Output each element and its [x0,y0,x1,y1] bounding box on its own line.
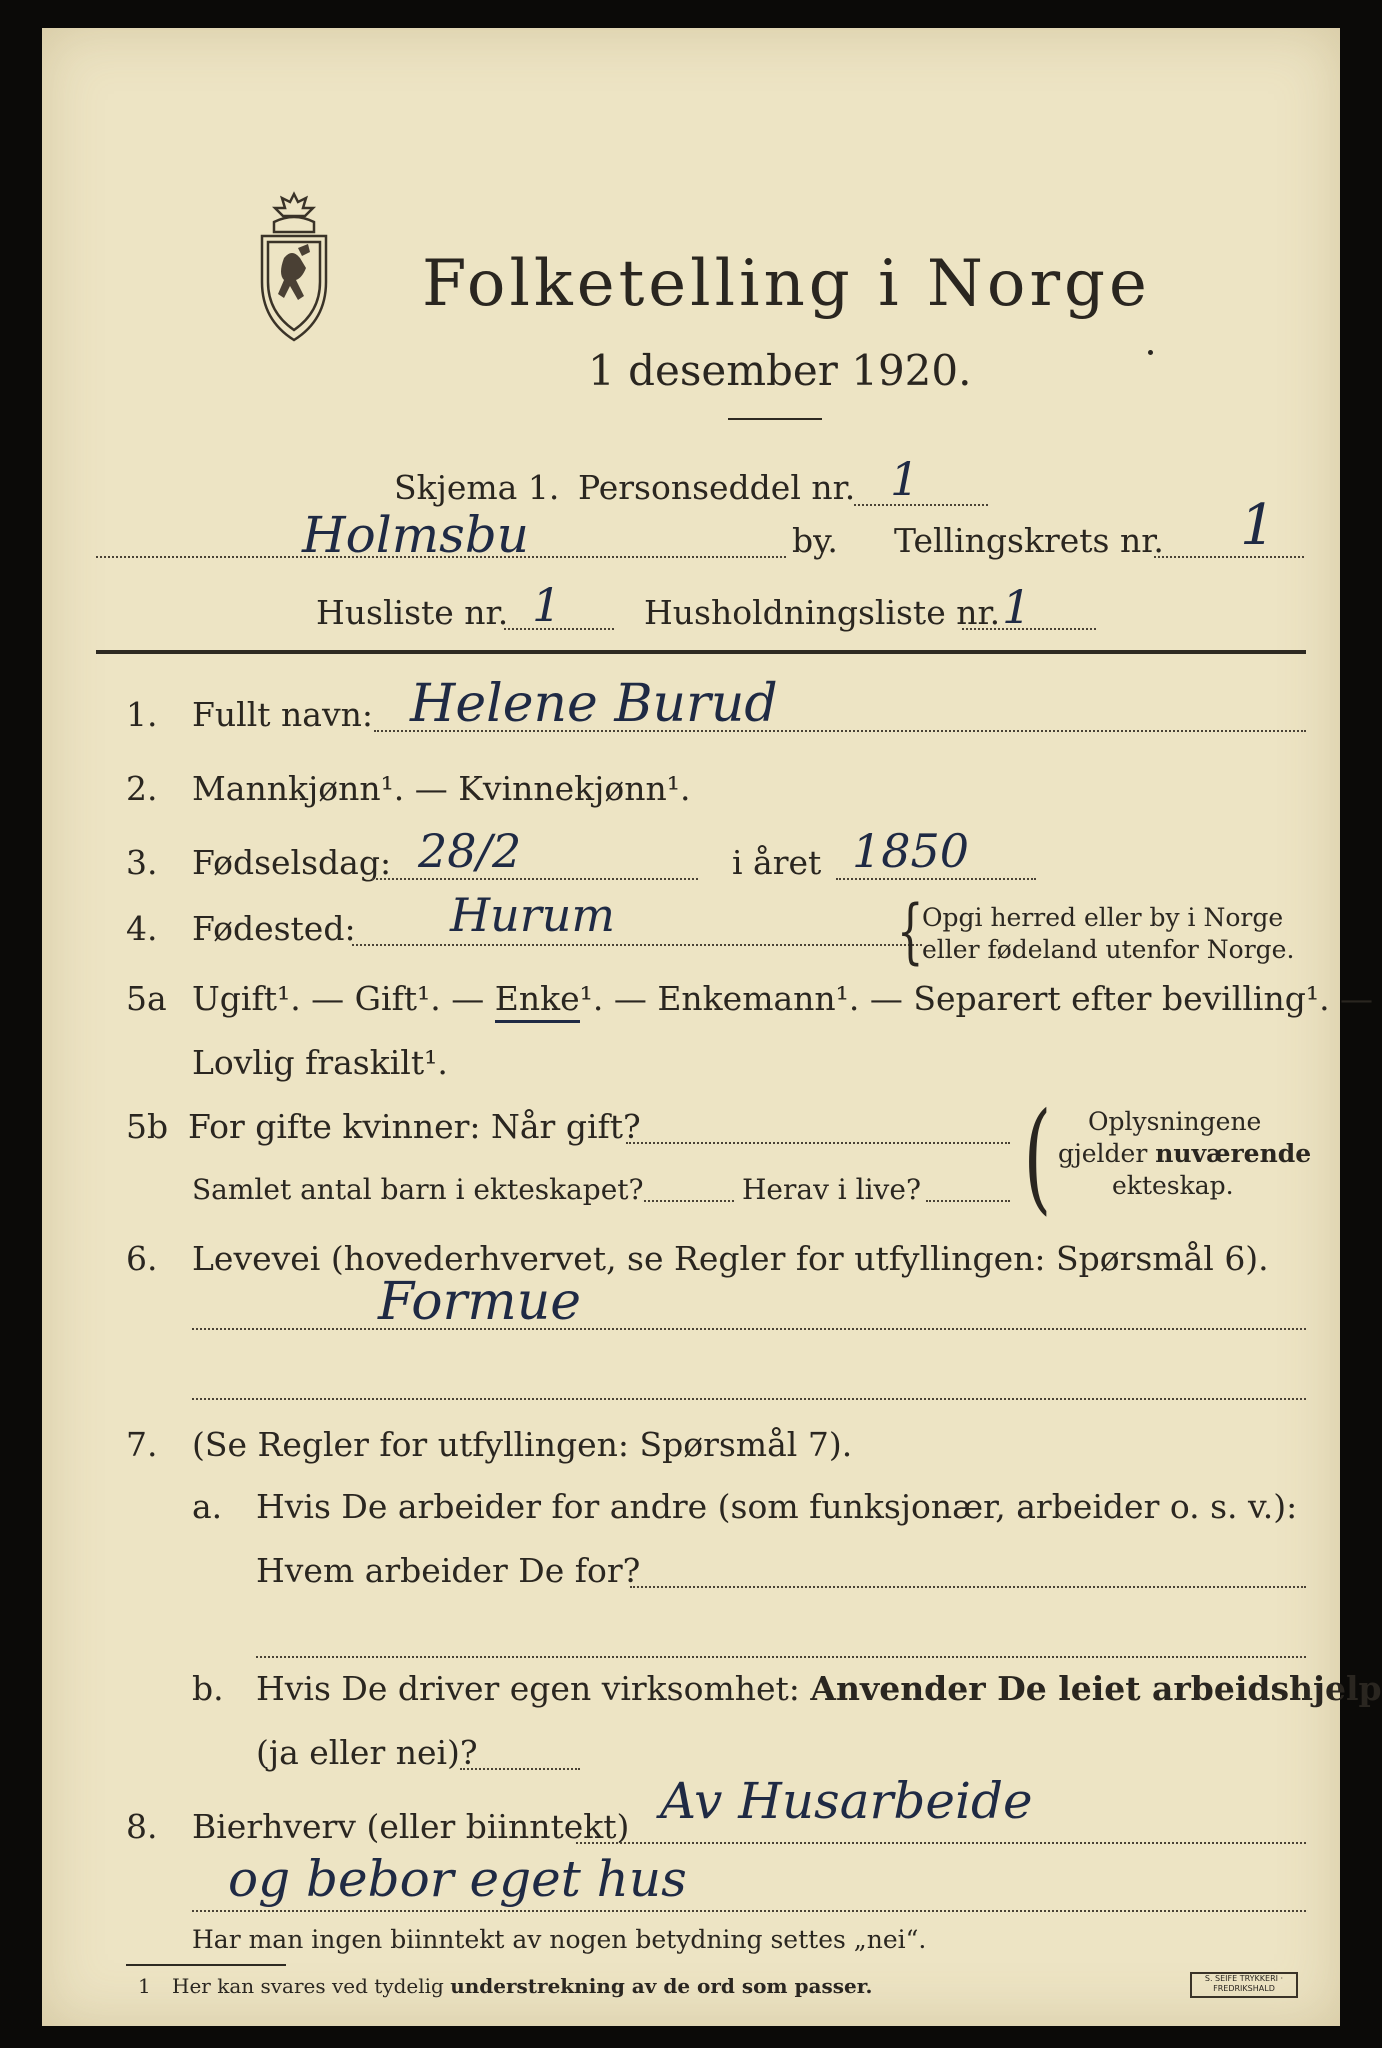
q2-number: 2. [126,769,158,808]
personseddel-line [854,504,988,506]
when-married-line [626,1142,1010,1144]
year-label: i året [732,843,822,882]
hired-help-label: (ja eller nei)? [256,1733,478,1772]
q8-number: 8. [126,1807,158,1846]
husholdning-label: Husholdningsliste nr. [644,593,1001,632]
occupation-line1 [192,1328,1306,1330]
census-date: 1 desember 1920. [588,346,972,395]
skjema-label: Skjema 1. [394,468,560,507]
husliste-value[interactable]: 1 [532,578,562,632]
q3-number: 3. [126,843,158,882]
footnote-divider [126,1964,286,1966]
q5b-note-line1: Oplysningene [1088,1107,1262,1136]
side-income-line1 [576,1842,1306,1844]
ink-dot [1148,350,1153,355]
marital-status-line1: Ugift¹. — Gift¹. — Enke¹. — Enkemann¹. — Separert efter bevilling¹. — [192,982,1373,1015]
printer-stamp: S. SEIFE TRYKKERI · FREDRIKSHALD [1190,1972,1298,1998]
employer-line2 [256,1656,1306,1658]
q5b-note-line2: gjelder nuværende [1058,1139,1312,1168]
year-line [836,878,1036,880]
q4-number: 4. [126,909,158,948]
personseddel-label: Personseddel nr. [578,468,856,507]
side-income-line2 [192,1910,1306,1912]
children-count-label: Samlet antal barn i ekteskapet? [192,1173,644,1206]
q5b-number: 5b [126,1107,169,1146]
q5a-number: 5a [126,979,167,1018]
enke-option[interactable]: Enke [495,979,580,1023]
side-income-note: Har man ingen biinntekt av nogen betydning settes „nei“. [192,1925,927,1954]
footnote-text: Her kan svares ved tydelig understrekning av de ord som passer. [172,1974,873,1998]
birthplace-line [352,944,922,946]
birth-year-value[interactable]: 1850 [852,824,970,878]
q7b-label: Hvis De driver egen virksomhet: Anvender De leiet arbeidshjelp [256,1669,1382,1708]
q1-number: 1. [126,695,158,734]
children-alive-line [926,1200,1010,1202]
header-divider [96,650,1306,654]
q5b-brace: ( [1023,1088,1052,1227]
side-income-value1[interactable]: Av Husarbeide [660,1772,1033,1830]
birthday-value[interactable]: 28/2 [418,824,522,878]
occupation-line2 [192,1398,1306,1400]
side-income-label: Bierhverv (eller biinntekt) [192,1807,630,1846]
full-name-value[interactable]: Helene Burud [410,674,778,734]
q3-label: Fødselsdag: [192,843,392,882]
employer-label: Hvem arbeider De for? [256,1551,641,1590]
personseddel-value[interactable]: 1 [890,452,920,506]
marital-status-line2: Lovlig fraskilt¹. [192,1043,448,1082]
husliste-label: Husliste nr. [316,593,509,632]
title-divider [728,418,822,420]
q5b-note-line3: ekteskap. [1112,1171,1234,1200]
q7-number: 7. [126,1425,158,1464]
q4-brace: { [896,890,924,972]
side-income-value2[interactable]: og bebor eget hus [228,1850,687,1908]
hired-help-line [460,1768,580,1770]
town-value[interactable]: Holmsbu [302,506,529,564]
footnote-mark: 1 [138,1974,151,1998]
census-form [42,28,1382,2026]
birthplace-value[interactable]: Hurum [450,888,615,942]
by-label: by. [792,521,838,560]
q4-note-line2: eller fødeland utenfor Norge. [922,935,1295,964]
tellingskrets-line [1154,556,1304,558]
q7-label: (Se Regler for utfyllingen: Spørsmål 7). [192,1425,853,1464]
q1-label: Fullt navn: [192,695,373,734]
children-alive-label: Herav i live? [742,1173,921,1206]
occupation-value[interactable]: Formue [378,1272,581,1332]
employer-line1 [630,1586,1306,1588]
q7a-label: Hvis De arbeider for andre (som funksjonær, arbeider o. s. v.): [256,1487,1298,1526]
husholdning-value[interactable]: 1 [1002,580,1032,634]
form-title: Folketelling i Norge [422,247,1151,321]
tellingskrets-value[interactable]: 1 [1240,493,1276,558]
birthday-line [372,878,698,880]
occupation-label: Levevei (hovederhvervet, se Regler for utfyllingen: Spørsmål 6). [192,1239,1269,1278]
children-count-line [644,1200,734,1202]
tellingskrets-label: Tellingskrets nr. [894,521,1164,560]
when-married-label: For gifte kvinner: Når gift? [188,1107,641,1146]
gender-options: Mannkjønn¹. — Kvinnekjønn¹. [192,769,691,808]
coat-of-arms-icon [254,188,334,348]
q6-number: 6. [126,1239,158,1278]
q4-label: Fødested: [192,909,356,948]
q7b-number: b. [192,1669,224,1708]
q7a-number: a. [192,1487,223,1526]
q4-note-line1: Opgi herred eller by i Norge [922,903,1284,932]
